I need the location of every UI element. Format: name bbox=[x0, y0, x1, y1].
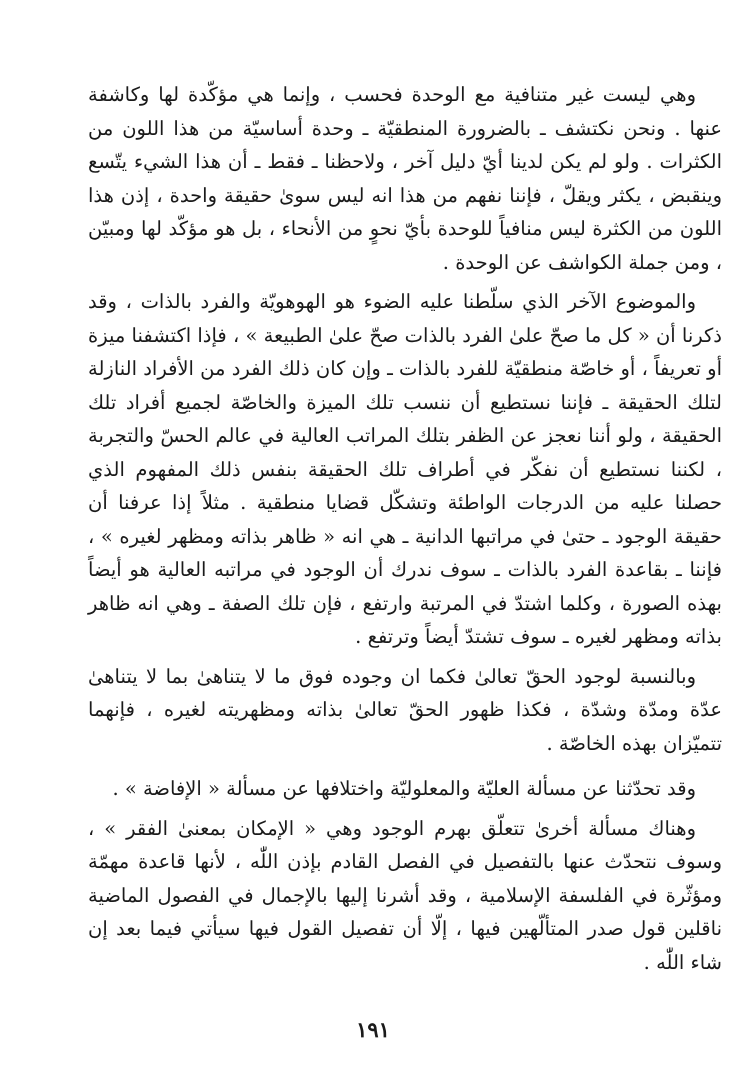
paragraph-1: وهي ليست غير متنافية مع الوحدة فحسب ، وإنما هي مؤكّدة لها وكاشفة عنها . ونحن نكتشف ـ بالضرورة المنطقيّة ـ وحدة أساسيّة من هذا اللون من الكثرات . ولو لم يكن لدينا أيّ دليل آخر ، ولاحظنا ـ فقط ـ أن هذا الشيء يتّسع وينقبض ، يكثر ويقلّ ، فإننا نفهم من هذا انه ليس سوىٰ حقيقة واحدة ، إذن هذا اللون من الكثرة ليس منافياً للوحدة بأيّ نحوٍ من الأنحاء ، بل هو مؤكّد لها ومبيّن ، ومن جملة الكواشف عن الوحدة . bbox=[88, 83, 722, 274]
document-page bbox=[88, 78, 722, 1038]
paragraph-5: وهناك مسألة أخرىٰ تتعلّق بهرم الوجود وهي « الإمكان بمعنىٰ الفقر » ، وسوف نتحدّث عنها بالتفصيل في الفصل القادم بإذن اللّٰه ، لأنها قاعدة مهمّة ومؤثّرة في الفلسفة الإسلامية ، وقد أشرنا إليها بالإجمال في الفصول الماضية ناقلين قول صدر المتألّهين فيها ، إلّا أن تفصيل القول فيها سيأتي فيما بعد إن شاء اللّٰه . bbox=[88, 816, 722, 974]
page-number: ١٩١ bbox=[356, 1017, 390, 1042]
paragraph-2: والموضوع الآخر الذي سلّطنا عليه الضوء هو الهوهويّة والفرد بالذات ، وقد ذكرنا أن « كل ما صحّ علىٰ الفرد بالذات صحّ علىٰ الطبيعة » ، فإذا اكتشفنا ميزة أو تعريفاً ، أو خاصّة منطقيّة للفرد بالذات ـ وإن كان ذلك الفرد من الأفراد النازلة لتلك الحقيقة ـ فإننا نستطيع أن ننسب تلك الميزة والخاصّة لجميع أفراد تلك الحقيقة ، ولو أننا نعجز عن الظفر بتلك المراتب العالية في عالم الحسّ والتجربة ، لكننا نستطيع أن نفكّر في أطراف تلك الحقيقة بنفس ذلك المفهوم الذي حصلنا عليه من الدرجات الواطئة وتشكّل قضايا منطقية . مثلاً إذا عرفنا أن حقيقة الوجود ـ حتىٰ في مراتبها الدانية ـ هي انه « ظاهر بذاته ومظهر لغيره » ، فإننا ـ بقاعدة الفرد بالذات ـ سوف ندرك أن الوجود في مراتبه العالية هو أيضاً بهذه الصورة ، وكلما اشتدّ في المرتبة وارتفع ، فإن تلك الصفة ـ وهي انه ظاهر بذاته ومظهر لغيره ـ سوف تشتدّ أيضاً وترتفع . bbox=[88, 290, 722, 648]
paragraph-4: وقد تحدّثنا عن مسألة العليّة والمعلوليّة واختلافها عن مسألة « الإفاضة » . bbox=[112, 777, 696, 800]
paragraph-3: وبالنسبة لوجود الحقّ تعالىٰ فكما ان وجوده فوق ما لا يتناهىٰ بما لا يتناهىٰ عدّة ومدّة وشدّة ، فكذا ظهور الحقّ تعالىٰ بذاته ومظهريته لغيره ، فإنهما تتميّزان بهذه الخاصّة . bbox=[88, 664, 722, 755]
